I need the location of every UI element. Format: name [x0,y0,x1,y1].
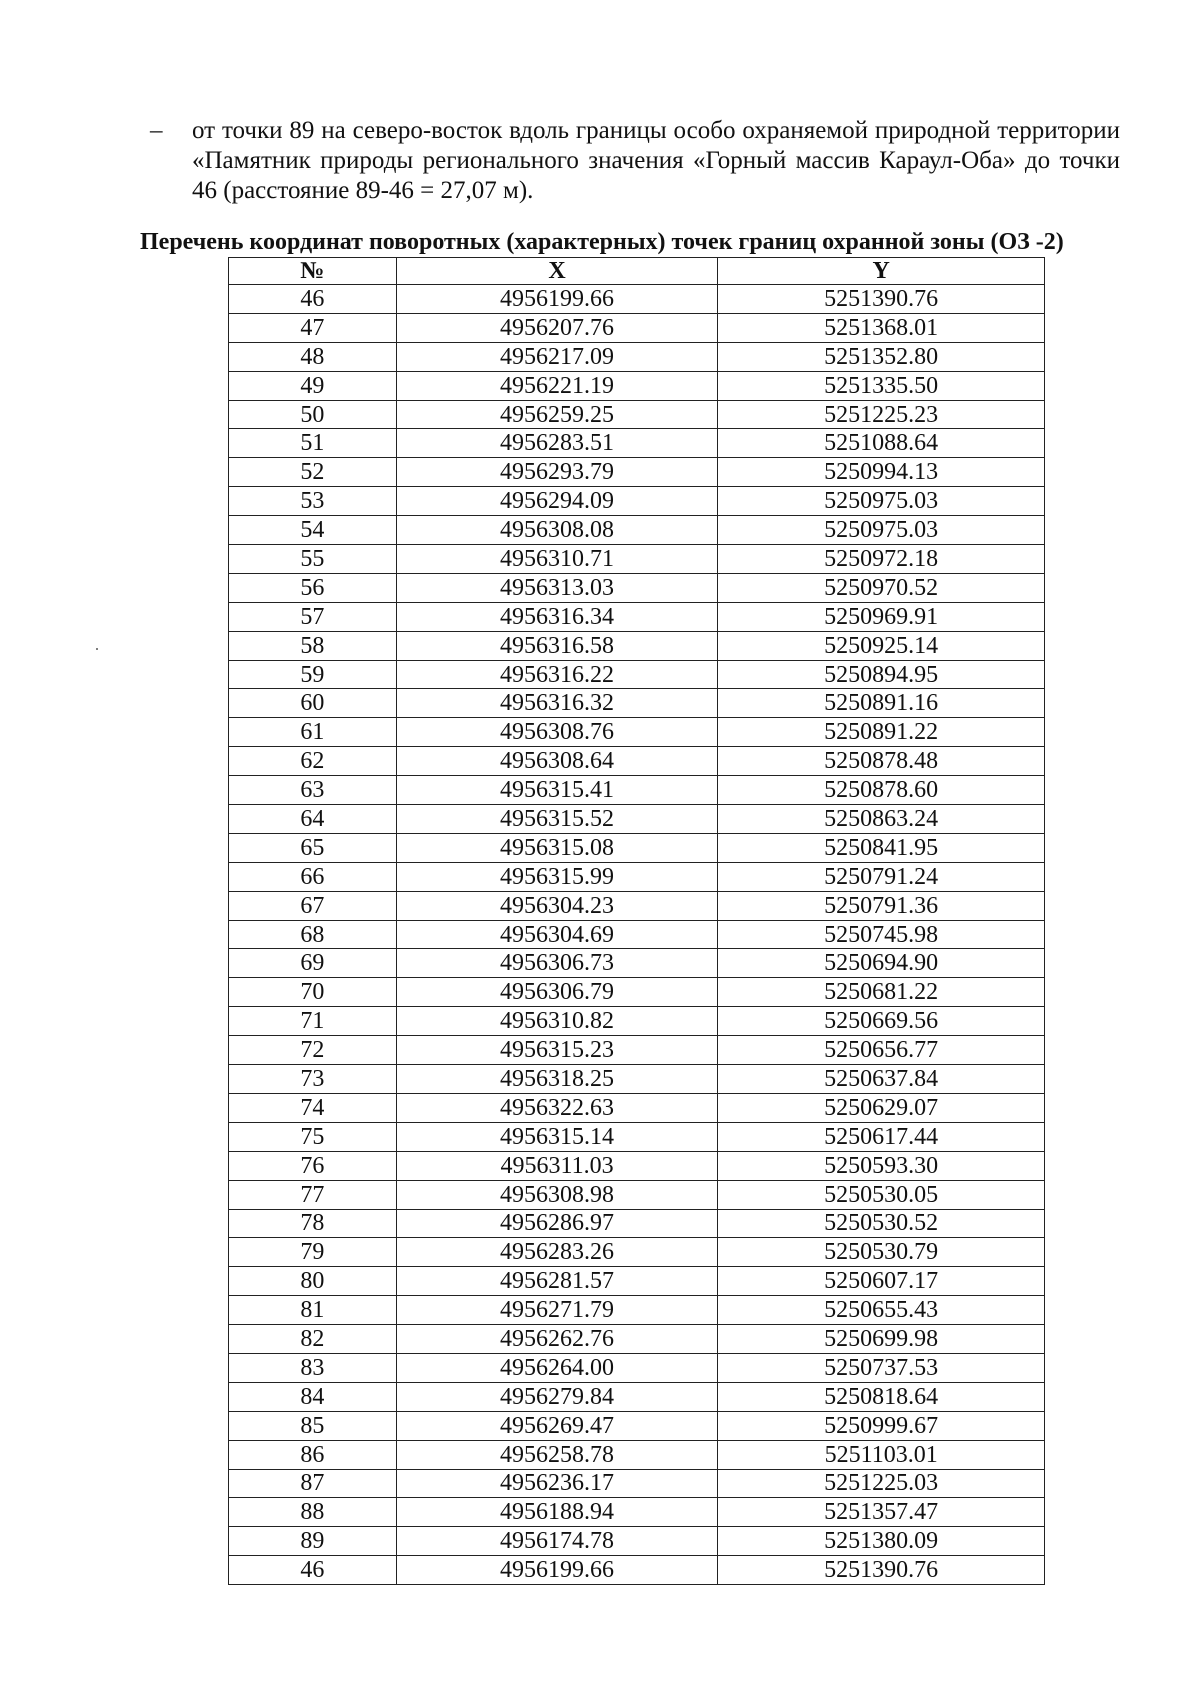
table-row [229,1527,1045,1556]
table-row [229,1556,1045,1585]
y-coordinate-cell: 5250745.98 [718,920,1045,949]
table-row [229,805,1045,834]
x-coordinate-cell: 4956316.22 [396,660,718,689]
y-coordinate-cell: 5250607.17 [718,1267,1045,1296]
y-coordinate-cell: 5250891.16 [718,689,1045,718]
x-coordinate-cell: 4956306.79 [396,978,718,1007]
table-row [229,1007,1045,1036]
table-row [229,429,1045,458]
y-coordinate-cell: 5250637.84 [718,1065,1045,1094]
x-coordinate-cell: 4956308.98 [396,1180,718,1209]
table-row [229,1238,1045,1267]
table-row [229,1411,1045,1440]
table-row [229,1151,1045,1180]
y-coordinate-cell: 5251380.09 [718,1527,1045,1556]
table-row [229,313,1045,342]
table-body [229,285,1045,1585]
y-coordinate-cell: 5250894.95 [718,660,1045,689]
point-number-cell: 54 [229,516,397,545]
y-coordinate-cell: 5250617.44 [718,1122,1045,1151]
point-number-cell: 55 [229,545,397,574]
x-coordinate-cell: 4956217.09 [396,342,718,371]
y-coordinate-cell: 5251357.47 [718,1498,1045,1527]
y-coordinate-cell: 5250863.24 [718,805,1045,834]
point-number-cell: 82 [229,1325,397,1354]
x-coordinate-cell: 4956310.71 [396,545,718,574]
point-number-cell: 46 [229,285,397,314]
x-coordinate-cell: 4956236.17 [396,1469,718,1498]
x-coordinate-cell: 4956313.03 [396,573,718,602]
table-row [229,631,1045,660]
table-row [229,602,1045,631]
x-coordinate-cell: 4956316.58 [396,631,718,660]
point-number-cell: 51 [229,429,397,458]
point-number-cell: 87 [229,1469,397,1498]
point-number-cell: 70 [229,978,397,1007]
x-coordinate-cell: 4956294.09 [396,487,718,516]
point-number-cell: 53 [229,487,397,516]
y-coordinate-cell: 5250841.95 [718,833,1045,862]
point-number-cell: 77 [229,1180,397,1209]
y-coordinate-cell: 5250655.43 [718,1296,1045,1325]
x-coordinate-cell: 4956315.23 [396,1036,718,1065]
list-dash: – [150,117,163,144]
table-row [229,1353,1045,1382]
x-coordinate-cell: 4956199.66 [396,1556,718,1585]
point-number-cell: 60 [229,689,397,718]
point-number-cell: 61 [229,718,397,747]
y-coordinate-cell: 5250878.60 [718,776,1045,805]
header-number: № [229,258,397,285]
point-number-cell: 64 [229,805,397,834]
y-coordinate-cell: 5250669.56 [718,1007,1045,1036]
coordinates-table [228,257,1045,1585]
table-row [229,285,1045,314]
table-row [229,776,1045,805]
y-coordinate-cell: 5251088.64 [718,429,1045,458]
x-coordinate-cell: 4956315.08 [396,833,718,862]
header-x: X [396,258,718,285]
x-coordinate-cell: 4956174.78 [396,1527,718,1556]
y-coordinate-cell: 5250656.77 [718,1036,1045,1065]
y-coordinate-cell: 5250891.22 [718,718,1045,747]
table-row [229,573,1045,602]
point-number-cell: 63 [229,776,397,805]
point-number-cell: 62 [229,747,397,776]
x-coordinate-cell: 4956207.76 [396,313,718,342]
point-number-cell: 49 [229,371,397,400]
table-header-row [229,258,1045,285]
y-coordinate-cell: 5251368.01 [718,313,1045,342]
y-coordinate-cell: 5250699.98 [718,1325,1045,1354]
point-number-cell: 74 [229,1093,397,1122]
y-coordinate-cell: 5251335.50 [718,371,1045,400]
y-coordinate-cell: 5250970.52 [718,573,1045,602]
x-coordinate-cell: 4956316.34 [396,602,718,631]
y-coordinate-cell: 5250694.90 [718,949,1045,978]
y-coordinate-cell: 5250975.03 [718,487,1045,516]
point-number-cell: 73 [229,1065,397,1094]
table-row [229,1209,1045,1238]
intro-text: от точки 89 на северо-восток вдоль границы особо охраняемой природной территории «Памятник природы регионального значения «Горный массив Караул-Оба» до точки 46 (расстояние 89-46 = 27,07 м). [192,117,1120,204]
x-coordinate-cell: 4956279.84 [396,1382,718,1411]
point-number-cell: 75 [229,1122,397,1151]
x-coordinate-cell: 4956315.14 [396,1122,718,1151]
x-coordinate-cell: 4956315.41 [396,776,718,805]
point-number-cell: 88 [229,1498,397,1527]
table-heading: Перечень координат поворотных (характерных) точек границ охранной зоны (ОЗ -2) [140,229,1064,255]
header-y: Y [718,258,1045,285]
x-coordinate-cell: 4956188.94 [396,1498,718,1527]
x-coordinate-cell: 4956262.76 [396,1325,718,1354]
x-coordinate-cell: 4956271.79 [396,1296,718,1325]
point-number-cell: 66 [229,862,397,891]
point-number-cell: 76 [229,1151,397,1180]
x-coordinate-cell: 4956308.08 [396,516,718,545]
table-row [229,400,1045,429]
y-coordinate-cell: 5251225.03 [718,1469,1045,1498]
x-coordinate-cell: 4956316.32 [396,689,718,718]
intro-paragraph [150,116,1120,206]
table-row [229,1180,1045,1209]
y-coordinate-cell: 5251103.01 [718,1440,1045,1469]
table-row [229,1469,1045,1498]
table-row [229,660,1045,689]
y-coordinate-cell: 5250530.52 [718,1209,1045,1238]
point-number-cell: 47 [229,313,397,342]
table-row [229,487,1045,516]
table-row [229,978,1045,1007]
point-number-cell: 50 [229,400,397,429]
table-row [229,862,1045,891]
y-coordinate-cell: 5250969.91 [718,602,1045,631]
y-coordinate-cell: 5250975.03 [718,516,1045,545]
table-row [229,1382,1045,1411]
point-number-cell: 58 [229,631,397,660]
point-number-cell: 78 [229,1209,397,1238]
point-number-cell: 79 [229,1238,397,1267]
x-coordinate-cell: 4956304.23 [396,891,718,920]
x-coordinate-cell: 4956315.99 [396,862,718,891]
y-coordinate-cell: 5250791.36 [718,891,1045,920]
x-coordinate-cell: 4956310.82 [396,1007,718,1036]
y-coordinate-cell: 5250530.05 [718,1180,1045,1209]
x-coordinate-cell: 4956304.69 [396,920,718,949]
x-coordinate-cell: 4956283.26 [396,1238,718,1267]
y-coordinate-cell: 5250994.13 [718,458,1045,487]
y-coordinate-cell: 5250593.30 [718,1151,1045,1180]
point-number-cell: 56 [229,573,397,602]
table-row [229,718,1045,747]
point-number-cell: 48 [229,342,397,371]
table-row [229,516,1045,545]
point-number-cell: 81 [229,1296,397,1325]
x-coordinate-cell: 4956259.25 [396,400,718,429]
point-number-cell: 85 [229,1411,397,1440]
x-coordinate-cell: 4956258.78 [396,1440,718,1469]
y-coordinate-cell: 5251390.76 [718,285,1045,314]
table-row [229,458,1045,487]
x-coordinate-cell: 4956286.97 [396,1209,718,1238]
x-coordinate-cell: 4956269.47 [396,1411,718,1440]
x-coordinate-cell: 4956306.73 [396,949,718,978]
y-coordinate-cell: 5251225.23 [718,400,1045,429]
table-row [229,1065,1045,1094]
x-coordinate-cell: 4956283.51 [396,429,718,458]
x-coordinate-cell: 4956221.19 [396,371,718,400]
table-row [229,920,1045,949]
point-number-cell: 86 [229,1440,397,1469]
point-number-cell: 57 [229,602,397,631]
table-row [229,1122,1045,1151]
x-coordinate-cell: 4956293.79 [396,458,718,487]
y-coordinate-cell: 5250999.67 [718,1411,1045,1440]
point-number-cell: 69 [229,949,397,978]
point-number-cell: 67 [229,891,397,920]
point-number-cell: 46 [229,1556,397,1585]
y-coordinate-cell: 5250629.07 [718,1093,1045,1122]
x-coordinate-cell: 4956308.64 [396,747,718,776]
table-row [229,1296,1045,1325]
table-row [229,1267,1045,1296]
point-number-cell: 84 [229,1382,397,1411]
y-coordinate-cell: 5250737.53 [718,1353,1045,1382]
x-coordinate-cell: 4956311.03 [396,1151,718,1180]
y-coordinate-cell: 5250530.79 [718,1238,1045,1267]
table-row [229,371,1045,400]
point-number-cell: 72 [229,1036,397,1065]
table-row [229,1325,1045,1354]
point-number-cell: 89 [229,1527,397,1556]
point-number-cell: 68 [229,920,397,949]
table-row [229,1498,1045,1527]
table-row [229,545,1045,574]
table-row [229,1036,1045,1065]
y-coordinate-cell: 5251390.76 [718,1556,1045,1585]
x-coordinate-cell: 4956315.52 [396,805,718,834]
table-row [229,747,1045,776]
x-coordinate-cell: 4956322.63 [396,1093,718,1122]
table-row [229,689,1045,718]
y-coordinate-cell: 5250925.14 [718,631,1045,660]
table-row [229,949,1045,978]
x-coordinate-cell: 4956318.25 [396,1065,718,1094]
point-number-cell: 80 [229,1267,397,1296]
x-coordinate-cell: 4956281.57 [396,1267,718,1296]
table-row [229,1440,1045,1469]
y-coordinate-cell: 5250878.48 [718,747,1045,776]
table-row [229,891,1045,920]
point-number-cell: 65 [229,833,397,862]
y-coordinate-cell: 5250681.22 [718,978,1045,1007]
x-coordinate-cell: 4956264.00 [396,1353,718,1382]
point-number-cell: 71 [229,1007,397,1036]
y-coordinate-cell: 5250791.24 [718,862,1045,891]
x-coordinate-cell: 4956199.66 [396,285,718,314]
table-row [229,1093,1045,1122]
scan-speck [96,648,98,650]
table-row [229,342,1045,371]
point-number-cell: 59 [229,660,397,689]
table-row [229,833,1045,862]
point-number-cell: 52 [229,458,397,487]
point-number-cell: 83 [229,1353,397,1382]
y-coordinate-cell: 5251352.80 [718,342,1045,371]
y-coordinate-cell: 5250972.18 [718,545,1045,574]
x-coordinate-cell: 4956308.76 [396,718,718,747]
y-coordinate-cell: 5250818.64 [718,1382,1045,1411]
